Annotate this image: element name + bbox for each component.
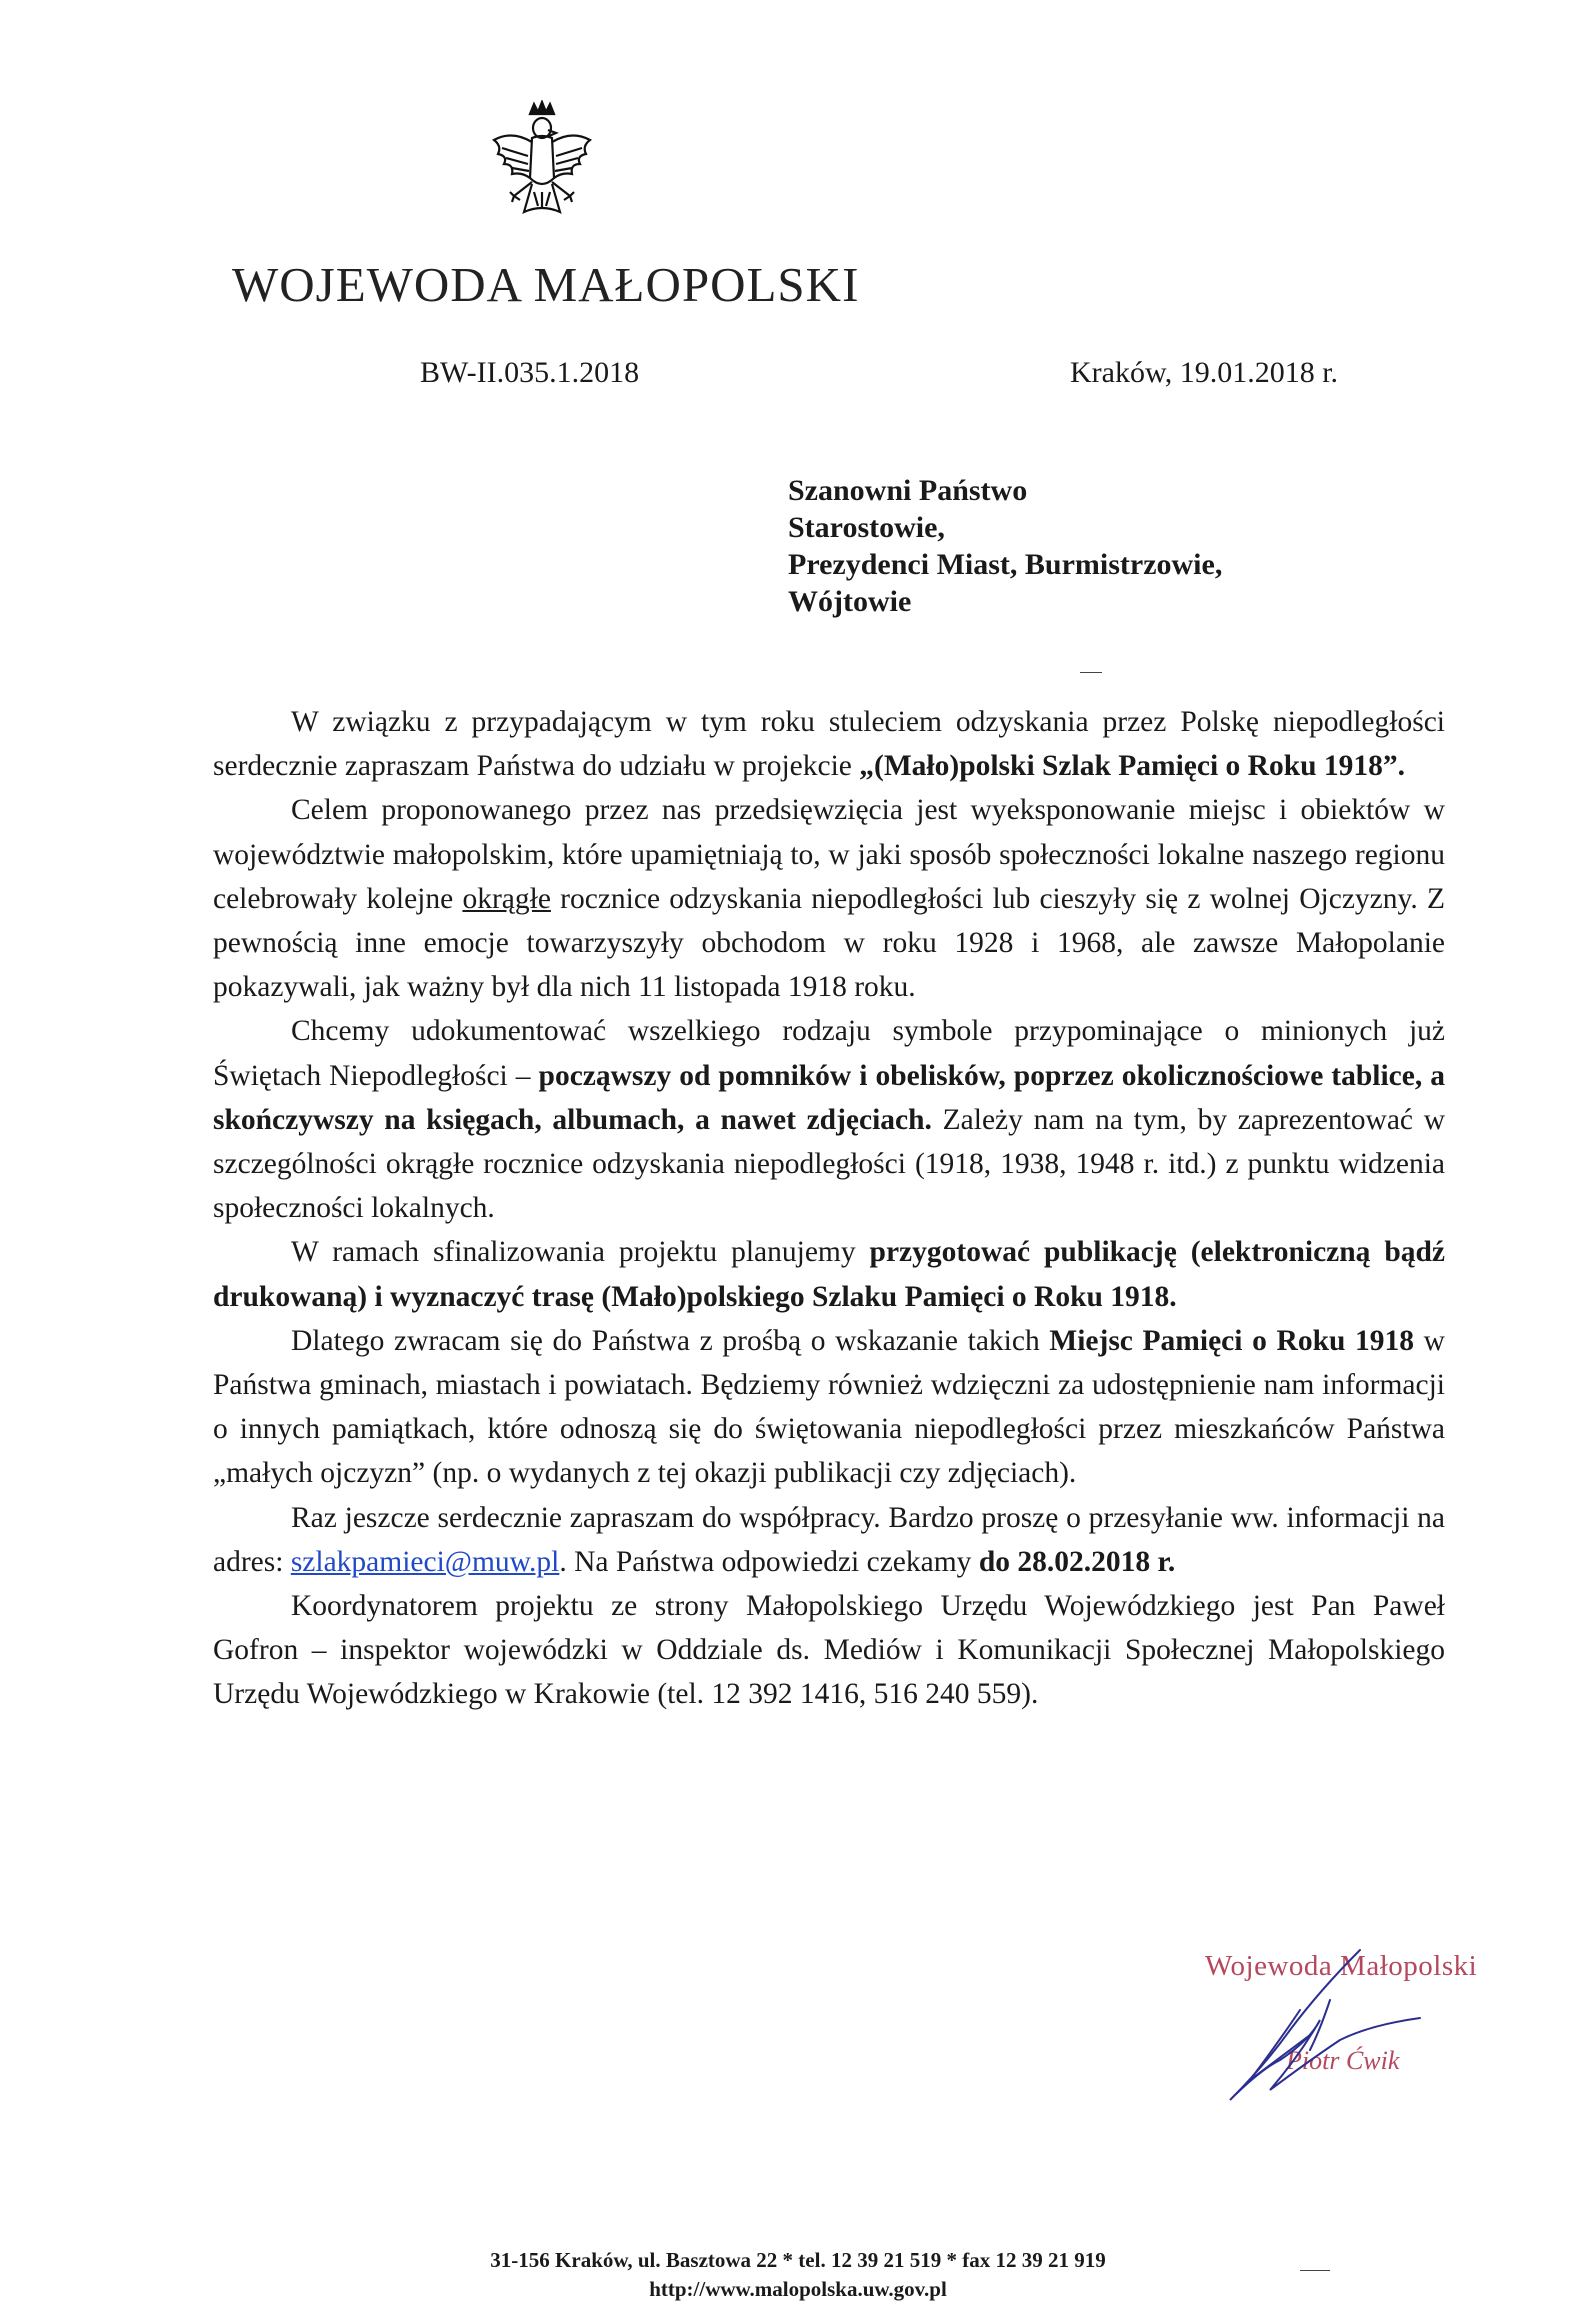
addressee-line: Starostowie, [788, 511, 945, 544]
stamp-name: Piotr Ćwik [1286, 2046, 1400, 2075]
stamp-title: Wojewoda Małopolski [1205, 1950, 1478, 1982]
project-name: „(Mało)polski Szlak Pamięci o Roku 1918”. [859, 750, 1406, 783]
paragraph-text: . Na Państwa odpowiedzi czekamy [559, 1545, 979, 1578]
paragraph-coordinator [213, 1584, 1445, 1717]
addressee-line: Prezydenci Miast, Burmistrzowie, [788, 548, 1223, 581]
bold-text: począwszy od pomników i obelisków, poprzez okolicznościowe tablice, a skończywszy na księgach, albumach, a nawet zdjęciach. [213, 1059, 1445, 1136]
underlined-word: okrągłe [462, 882, 551, 915]
paragraph-text: Raz jeszcze serdecznie zapraszam do współpracy. Bardzo proszę o przesyłanie ww. informacji na adres: [213, 1501, 1445, 1578]
paragraph-text: Chcemy udokumentować wszelkiego rodzaju symbole przypominające o minionych już Świętach Niepodległości – [213, 1015, 1445, 1092]
footer-address: 31-156 Kraków, ul. Basztowa 22 * tel. 12 39 21 519 * fax 12 39 21 919 [490, 2248, 1106, 2272]
paragraph-goal [213, 788, 1445, 1009]
handwritten-signature [1170, 1940, 1470, 2120]
paragraph-text: W związku z przypadającym w tym roku stuleciem odzyskania przez Polskę niepodległości serdecznie zapraszam Państwa do udziału w projekcie [213, 706, 1445, 783]
paragraph-text: Celem proponowanego przez nas przedsięwzięcia jest wyeksponowanie miejsc i obiektów w województwie małopolskim, które upamiętniają to, w jaki sposób społeczności lokalne naszego regionu celebrowały kolejne [213, 794, 1445, 915]
paragraph-publication [213, 1230, 1445, 1318]
bold-text: Miejsc Pamięci o Roku 1918 [1049, 1324, 1415, 1357]
paragraph-text: W ramach sfinalizowania projektu planujemy [291, 1236, 870, 1269]
addressee-line: Wójtowie [788, 585, 912, 618]
deadline: do 28.02.2018 r. [978, 1545, 1176, 1578]
paragraph-symbols [213, 1009, 1445, 1230]
polish-eagle-emblem [482, 100, 602, 240]
paragraph-request [213, 1319, 1445, 1496]
paragraph-text: Dlatego zwracam się do Państwa z prośbą o wskazanie takich [291, 1324, 1050, 1357]
place-date: Kraków, 19.01.2018 r. [1070, 356, 1339, 389]
issuing-authority: WOJEWODA MAŁOPOLSKI [232, 257, 860, 312]
footer-url[interactable]: http://www.malopolska.uw.gov.pl [649, 2277, 947, 2301]
paragraph-text: Koordynatorem projektu ze strony Małopolskiego Urzędu Wojewódzkiego jest Pan Paweł Gofron – inspektor wojewódzki w Oddziale ds. Mediów i Komunikacji Społecznej Małopolskiego Urzędu Wojewódzkiego w Krakowie (tel. 12 392 1416, 516 240 559). [213, 1590, 1445, 1711]
addressee-line: Szanowni Państwo [788, 474, 1028, 507]
reference-number: BW-II.035.1.2018 [420, 356, 640, 389]
paragraph-text: rocznice odzyskania niepodległości lub cieszyły się z wolnej Ojczyzny. Z pewnością inne emocje towarzyszyły obchodom w roku 1928 i 1968, ale zawsze Małopolanie pokazywali, jak ważny był dla nich 11 listopada 1918 roku. [213, 882, 1445, 1004]
letter-body [213, 700, 1445, 1717]
scan-mark [1080, 672, 1102, 673]
paragraph-contact [213, 1496, 1445, 1584]
addressee-block [788, 472, 1222, 620]
paragraph-invitation [213, 700, 1445, 788]
bold-text: przygotować publikację (elektroniczną bądź drukowaną) i wyznaczyć trasę (Mało)polskiego Szlaku Pamięci o Roku 1918. [213, 1236, 1445, 1313]
footer [0, 2246, 1596, 2304]
email-link[interactable]: szlakpamieci@muw.pl [290, 1545, 560, 1578]
paragraph-text: Zależy nam na tym, by zaprezentować w szczególności okrągłe rocznice odzyskania niepodległości (1918, 1938, 1948 r. itd.) z punktu widzenia społeczności lokalnych. [213, 1103, 1446, 1225]
paragraph-text: w Państwa gminach, miastach i powiatach. Będziemy również wdzięczni za udostępnienie nam informacji o innych pamiątkach, które odnoszą się do świętowania niepodległości przez mieszkańców Państwa „małych ojczyzn” (np. o wydanych z tej okazji publikacji czy zdjęciach). [213, 1324, 1445, 1490]
